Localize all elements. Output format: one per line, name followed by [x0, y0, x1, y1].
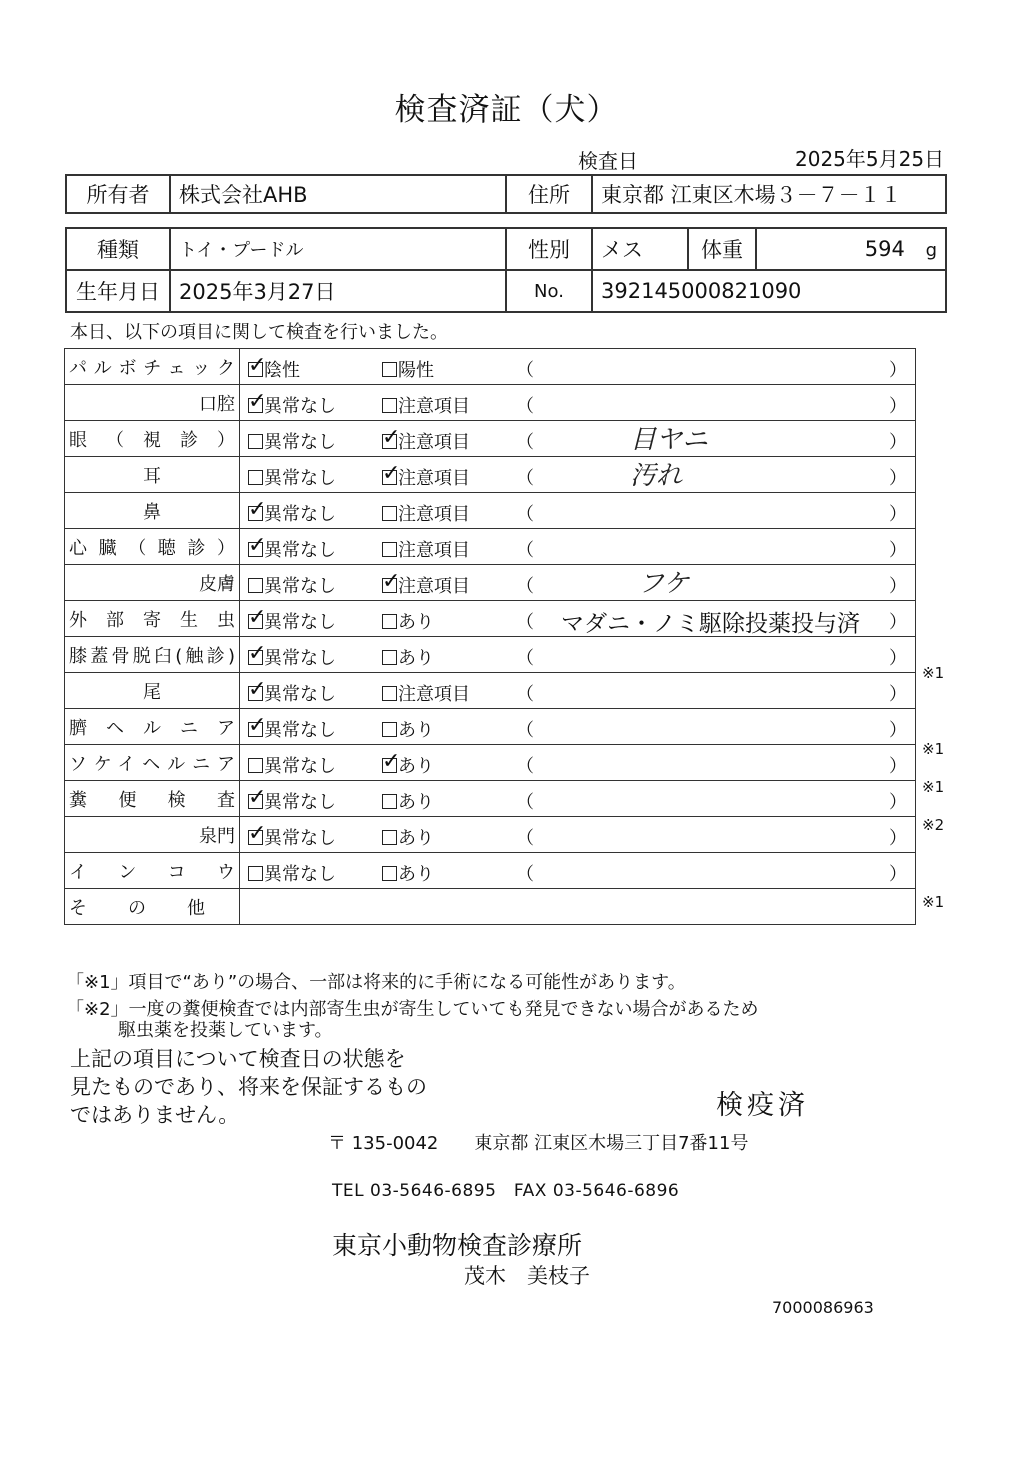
checks-table [64, 348, 916, 925]
option-normal[interactable] [248, 536, 336, 562]
check-item-label: 臍ヘルニア [69, 717, 235, 739]
check-item-cell [65, 385, 240, 421]
option-label: 陽性 [398, 360, 434, 381]
option-abnormal[interactable] [382, 860, 434, 886]
check-item-label: 尾 [143, 681, 161, 703]
check-item-label: 耳 [143, 465, 161, 487]
option-label: 異常なし [264, 792, 336, 813]
option-normal[interactable] [248, 356, 300, 382]
option-normal[interactable] [248, 680, 336, 706]
option-abnormal[interactable] [382, 500, 470, 526]
option-abnormal[interactable] [382, 356, 434, 382]
footnote-2-cont: 駆虫薬を投薬しています。 [118, 1020, 333, 1041]
paren-open: （ [516, 720, 534, 741]
footnote-mark: ※1 [922, 664, 945, 682]
breed-label: 種類 [66, 228, 170, 270]
disclaimer-line: ではありません。 [70, 1103, 240, 1127]
check-row [65, 493, 916, 529]
footnote-mark: ※1 [922, 778, 945, 796]
disclaimer [70, 1045, 427, 1129]
option-label: 異常なし [264, 684, 336, 705]
document-title: 検査済証（犬） [394, 92, 619, 128]
check-options-cell [240, 601, 916, 637]
check-item-cell [65, 493, 240, 529]
check-options-cell [240, 709, 916, 745]
check-options-cell [240, 817, 916, 853]
remark-note: マダニ・ノミ駆除投薬投与済 [561, 611, 860, 637]
check-item-cell [65, 817, 240, 853]
breed-value: トイ・プードル [170, 228, 506, 270]
check-item-label: 糞便検査 [69, 789, 235, 811]
check-row [65, 421, 916, 457]
check-item-cell [65, 637, 240, 673]
option-label: 陰性 [264, 360, 300, 381]
check-options-cell [240, 673, 916, 709]
check-item-cell [65, 853, 240, 889]
address-label: 住所 [506, 175, 592, 213]
option-normal[interactable] [248, 860, 336, 886]
option-abnormal[interactable] [382, 644, 434, 670]
paren-open: （ [516, 468, 534, 489]
option-label: 注意項目 [398, 468, 470, 489]
check-row [65, 637, 916, 673]
check-item-cell [65, 781, 240, 817]
check-item-cell [65, 709, 240, 745]
paren-close: ） [889, 468, 907, 489]
check-options-cell [240, 493, 916, 529]
option-label: 注意項目 [398, 432, 470, 453]
option-normal[interactable] [248, 392, 336, 418]
checkbox-icon[interactable] [248, 866, 263, 881]
check-item-cell [65, 745, 240, 781]
check-item-label: 膝蓋骨脱臼(触診) [69, 645, 235, 667]
option-label: あり [398, 828, 434, 849]
sex-label: 性別 [506, 228, 592, 270]
check-row [65, 853, 916, 889]
option-normal[interactable] [248, 716, 336, 742]
birth-value: 2025年3月27日 [170, 270, 506, 312]
option-abnormal[interactable] [382, 464, 470, 490]
paren-open: （ [516, 360, 534, 381]
checkbox-icon[interactable] [248, 506, 263, 521]
checkbox-icon[interactable] [382, 686, 397, 701]
inspection-date-label: 検査日 [578, 149, 638, 173]
option-label: 異常なし [264, 720, 336, 741]
option-label: あり [398, 720, 434, 741]
check-row [65, 529, 916, 565]
signatory-name: 茂木 美枝子 [464, 1264, 590, 1288]
intro-text: 本日、以下の項目に関して検査を行いました。 [70, 322, 448, 343]
owner-label: 所有者 [66, 175, 170, 213]
checkbox-icon[interactable] [248, 362, 263, 377]
check-item-label: 眼（視診） [69, 429, 235, 451]
check-item-cell [65, 349, 240, 385]
paren-close: ） [889, 396, 907, 417]
option-label: 注意項目 [398, 396, 470, 417]
checkbox-icon[interactable] [382, 578, 397, 593]
checkbox-icon[interactable] [382, 866, 397, 881]
check-item-label: ソケイヘルニア [69, 753, 235, 775]
option-label: 注意項目 [398, 684, 470, 705]
serial-number: 7000086963 [772, 1298, 874, 1317]
option-label: あり [398, 756, 434, 777]
option-normal[interactable] [248, 500, 336, 526]
option-abnormal[interactable] [382, 680, 470, 706]
paren-close: ） [889, 540, 907, 561]
option-normal[interactable] [248, 428, 336, 454]
check-row [65, 709, 916, 745]
paren-close: ） [889, 864, 907, 885]
option-normal[interactable] [248, 608, 336, 634]
checkbox-icon[interactable] [248, 650, 263, 665]
check-options-cell [240, 853, 916, 889]
option-label: あり [398, 612, 434, 633]
checkbox-icon[interactable] [248, 542, 263, 557]
paren-close: ） [889, 720, 907, 741]
paren-close: ） [889, 432, 907, 453]
clinic-name: 東京小動物検査診療所 [332, 1231, 583, 1260]
checkbox-icon[interactable] [248, 794, 263, 809]
check-options-cell [240, 745, 916, 781]
check-options-cell [240, 385, 916, 421]
paren-close: ） [889, 612, 907, 633]
checkbox-icon[interactable] [382, 722, 397, 737]
option-normal[interactable] [248, 464, 336, 490]
paren-open: （ [516, 504, 534, 525]
footnote-1: 「※1」項目で“あり”の場合、一部は将来的に手術になる可能性があります。 [66, 972, 686, 993]
option-label: 異常なし [264, 648, 336, 669]
paren-open: （ [516, 432, 534, 453]
option-label: 異常なし [264, 864, 336, 885]
option-abnormal[interactable] [382, 536, 470, 562]
footnote-2: 「※2」一度の糞便検査では内部寄生虫が寄生していても発見できない場合があるため [66, 999, 759, 1020]
option-label: 異常なし [264, 576, 336, 597]
option-abnormal[interactable] [382, 824, 434, 850]
footnote-mark: ※2 [922, 816, 945, 834]
paren-open: （ [516, 684, 534, 705]
footnote-mark: ※1 [922, 893, 945, 911]
checkbox-icon[interactable] [248, 614, 263, 629]
option-label: あり [398, 864, 434, 885]
option-abnormal[interactable] [382, 716, 434, 742]
check-item-label: 皮膚 [199, 573, 235, 595]
check-options-cell [240, 529, 916, 565]
option-abnormal[interactable] [382, 392, 470, 418]
checkbox-icon[interactable] [382, 434, 397, 449]
option-abnormal[interactable] [382, 788, 434, 814]
checkbox-icon[interactable] [382, 542, 397, 557]
birth-label: 生年月日 [66, 270, 170, 312]
checkbox-icon[interactable] [382, 470, 397, 485]
clinic-tel-fax: TEL 03-5646-6895 FAX 03-5646-6896 [332, 1181, 680, 1201]
check-item-cell [65, 421, 240, 457]
option-abnormal[interactable] [382, 608, 434, 634]
check-item-label: 心臓（聴診） [69, 537, 235, 559]
checkbox-icon[interactable] [382, 830, 397, 845]
check-item-label: 鼻 [143, 501, 161, 523]
checkbox-icon[interactable] [248, 470, 263, 485]
checkbox-icon[interactable] [382, 362, 397, 377]
paren-open: （ [516, 396, 534, 417]
check-row [65, 673, 916, 709]
other-label: その他 [69, 897, 205, 919]
quarantine-stamp: 検疫済 [716, 1090, 809, 1121]
other-value-cell[interactable] [240, 889, 916, 925]
paren-close: ） [889, 648, 907, 669]
check-item-label: 口腔 [199, 393, 235, 415]
owner-value: 株式会社AHB [170, 175, 506, 213]
check-item-cell [65, 457, 240, 493]
check-item-label: パルボチェック [69, 357, 235, 379]
option-label: 異常なし [264, 468, 336, 489]
check-row [65, 601, 916, 637]
paren-close: ） [889, 756, 907, 777]
option-normal[interactable] [248, 644, 336, 670]
paren-close: ） [889, 504, 907, 525]
weight-label: 体重 [688, 228, 756, 270]
paren-open: （ [516, 612, 534, 633]
check-item-cell [65, 601, 240, 637]
paren-close: ） [889, 684, 907, 705]
option-normal[interactable] [248, 572, 336, 598]
option-label: 異常なし [264, 540, 336, 561]
check-item-label: インコウ [69, 861, 235, 883]
paren-open: （ [516, 540, 534, 561]
check-item-label: 泉門 [199, 825, 235, 847]
option-label: 注意項目 [398, 576, 470, 597]
option-normal[interactable] [248, 752, 336, 778]
checkbox-icon[interactable] [248, 722, 263, 737]
paren-open: （ [516, 576, 534, 597]
owner-table [65, 174, 947, 214]
paren-open: （ [516, 828, 534, 849]
checkbox-icon[interactable] [382, 398, 397, 413]
handwritten-note: 汚れ [630, 461, 683, 491]
option-label: 異常なし [264, 828, 336, 849]
check-row [65, 565, 916, 601]
checkbox-icon[interactable] [382, 650, 397, 665]
checkbox-icon[interactable] [382, 614, 397, 629]
option-normal[interactable] [248, 824, 336, 850]
handwritten-note: 目ヤニ [630, 425, 709, 455]
check-item-label: 外部寄生虫 [69, 609, 235, 631]
handwritten-note: フケ [638, 569, 690, 599]
option-label: 異常なし [264, 396, 336, 417]
sex-value: メス [592, 228, 688, 270]
paren-close: ） [889, 360, 907, 381]
check-options-cell [240, 637, 916, 673]
option-label: あり [398, 648, 434, 669]
weight-cell [756, 228, 946, 270]
option-abnormal[interactable] [382, 428, 470, 454]
clinic-address: 〒 135-0042 東京都 江東区木場三丁目7番11号 [328, 1133, 749, 1154]
no-value: 392145000821090 [592, 270, 946, 312]
inspection-date: 2025年5月25日 [795, 147, 945, 171]
disclaimer-line: 見たものであり、将来を保証するもの [70, 1075, 427, 1099]
address-value: 東京都 江東区木場３－７－１１ [592, 175, 946, 213]
option-label: 異常なし [264, 612, 336, 633]
option-normal[interactable] [248, 788, 336, 814]
check-item-cell [65, 529, 240, 565]
weight-unit: g [925, 240, 937, 261]
paren-open: （ [516, 756, 534, 777]
check-row-other [65, 889, 916, 925]
option-abnormal[interactable] [382, 752, 434, 778]
check-row [65, 745, 916, 781]
paren-open: （ [516, 792, 534, 813]
option-label: 異常なし [264, 756, 336, 777]
option-label: 注意項目 [398, 504, 470, 525]
option-label: 異常なし [264, 432, 336, 453]
no-label: No. [506, 270, 592, 312]
paren-close: ） [889, 828, 907, 849]
checkbox-icon[interactable] [248, 830, 263, 845]
checkbox-icon[interactable] [248, 434, 263, 449]
paren-open: （ [516, 864, 534, 885]
check-item-cell [65, 565, 240, 601]
other-label-cell [65, 889, 240, 925]
checkbox-icon[interactable] [248, 686, 263, 701]
checkbox-icon[interactable] [248, 398, 263, 413]
option-label: 異常なし [264, 504, 336, 525]
check-options-cell [240, 421, 916, 457]
check-row [65, 385, 916, 421]
check-row [65, 457, 916, 493]
checkbox-icon[interactable] [248, 578, 263, 593]
checkbox-icon[interactable] [382, 506, 397, 521]
check-row [65, 349, 916, 385]
checkbox-icon[interactable] [382, 794, 397, 809]
disclaimer-line: 上記の項目について検査日の状態を [70, 1047, 406, 1071]
check-row [65, 781, 916, 817]
footnote-mark: ※1 [922, 740, 945, 758]
check-row [65, 817, 916, 853]
paren-close: ） [889, 792, 907, 813]
check-item-cell [65, 673, 240, 709]
check-options-cell [240, 457, 916, 493]
checkbox-icon[interactable] [382, 758, 397, 773]
checkbox-icon[interactable] [248, 758, 263, 773]
check-options-cell [240, 349, 916, 385]
paren-close: ） [889, 576, 907, 597]
pet-table [65, 227, 947, 313]
option-abnormal[interactable] [382, 572, 470, 598]
option-label: あり [398, 792, 434, 813]
check-options-cell [240, 781, 916, 817]
option-label: 注意項目 [398, 540, 470, 561]
weight-value: 594 [864, 237, 905, 261]
check-options-cell [240, 565, 916, 601]
paren-open: （ [516, 648, 534, 669]
